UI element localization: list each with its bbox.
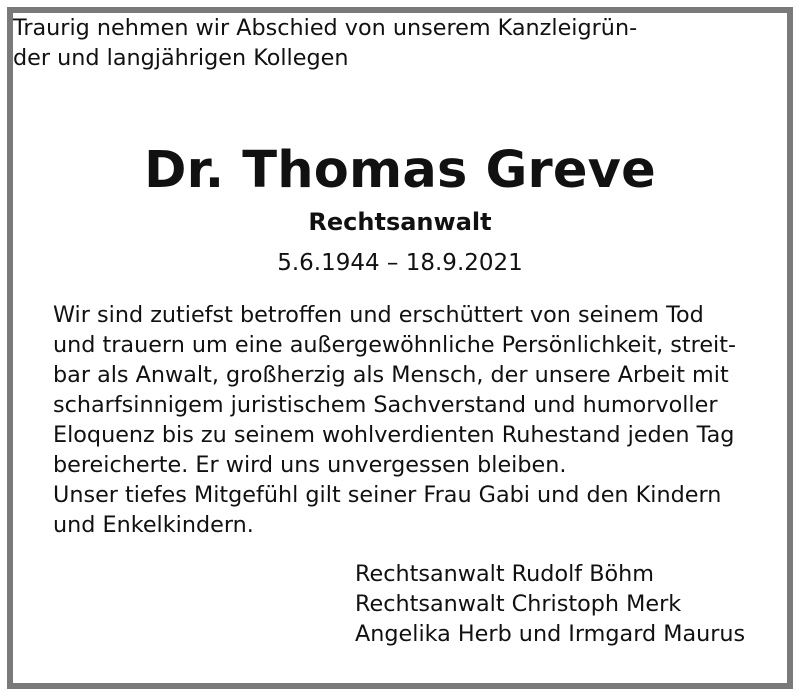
body-line: Unser tiefes Mitgefühl gilt seiner Frau Gabi und den Kindern <box>53 482 722 508</box>
body-line: bar als Anwalt, großherzig als Mensch, der unsere Arbeit mit <box>53 362 729 388</box>
life-dates: 5.6.1944 – 18.9.2021 <box>277 250 523 276</box>
body-line: und trauern um eine außergewöhnliche Persönlichkeit, streit- <box>53 332 737 358</box>
intro-text <box>13 13 787 73</box>
body-line: und Enkelkindern. <box>53 512 254 538</box>
obituary-frame <box>7 7 793 689</box>
signatures <box>355 559 745 649</box>
body-line: scharfsinnigem juristischem Sachverstand und humorvoller <box>53 392 718 418</box>
deceased-profession: Rechtsanwalt <box>308 208 492 236</box>
intro-line: der und langjährigen Kollegen <box>13 45 349 71</box>
body-line: Wir sind zutiefst betroffen und erschüttert von seinem Tod <box>53 302 704 328</box>
body-text <box>53 300 736 540</box>
signature-line: Rechtsanwalt Rudolf Böhm <box>355 561 655 587</box>
signature-line: Angelika Herb und Irmgard Maurus <box>355 621 746 647</box>
intro-line: Traurig nehmen wir Abschied von unserem Kanzleigrün- <box>13 15 638 41</box>
deceased-name: Dr. Thomas Greve <box>144 141 656 200</box>
body-line: bereicherte. Er wird uns unvergessen bleiben. <box>53 452 567 478</box>
signature-line: Rechtsanwalt Christoph Merk <box>355 591 682 617</box>
body-line: Eloquenz bis zu seinem wohlverdienten Ruhestand jeden Tag <box>53 422 735 448</box>
